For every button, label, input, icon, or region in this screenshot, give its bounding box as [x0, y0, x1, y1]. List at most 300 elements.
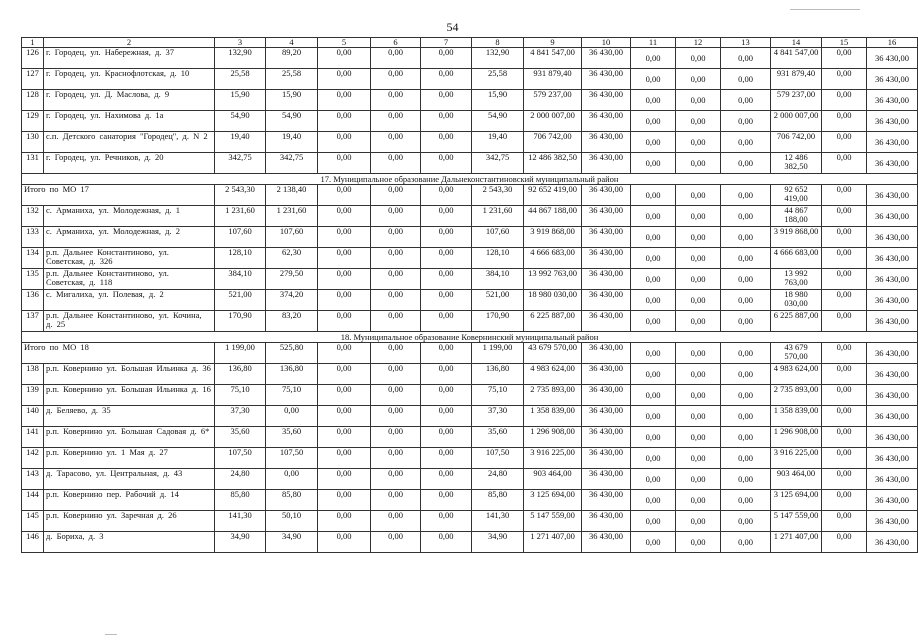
- value-cell: 0,00: [371, 532, 421, 553]
- subtotal-label: Итого по МО 17: [22, 185, 215, 206]
- value-cell: 0,00: [721, 532, 771, 553]
- value-cell: 54,90: [215, 111, 266, 132]
- section-header-row: [22, 174, 918, 185]
- value-cell: 1 199,00: [472, 343, 524, 364]
- value-cell: 0,00: [822, 227, 867, 248]
- value-cell: 128,10: [215, 248, 266, 269]
- value-cell: 36 430,00: [582, 69, 631, 90]
- value-cell: 36 430,00: [867, 132, 918, 153]
- column-number-cell: 14: [771, 38, 822, 48]
- table-row: [22, 448, 918, 469]
- row-number: 136: [22, 290, 44, 311]
- value-cell: 0,00: [318, 90, 371, 111]
- value-cell: 0,00: [631, 185, 676, 206]
- value-cell: 0,00: [721, 290, 771, 311]
- value-cell: 342,75: [472, 153, 524, 174]
- value-cell: 0,00: [318, 185, 371, 206]
- table-row: [22, 490, 918, 511]
- value-cell: 0,00: [822, 364, 867, 385]
- address-cell: р.п. Ковернино ул. Большая Ильинка д. 36: [44, 364, 215, 385]
- value-cell: 0,00: [676, 490, 721, 511]
- value-cell: 36 430,00: [867, 206, 918, 227]
- value-cell: 128,10: [472, 248, 524, 269]
- subtotal-label: Итого по МО 18: [22, 343, 215, 364]
- value-cell: 0,00: [822, 311, 867, 332]
- table-row: [22, 364, 918, 385]
- column-number-cell: 2: [44, 38, 215, 48]
- value-cell: 1 358 839,00: [771, 406, 822, 427]
- value-cell: 525,80: [266, 343, 318, 364]
- value-cell: 0,00: [371, 206, 421, 227]
- value-cell: 0,00: [721, 248, 771, 269]
- value-cell: 0,00: [822, 490, 867, 511]
- value-cell: 0,00: [822, 532, 867, 553]
- value-cell: 35,60: [215, 427, 266, 448]
- value-cell: 3 916 225,00: [771, 448, 822, 469]
- value-cell: 24,80: [472, 469, 524, 490]
- value-cell: 0,00: [421, 427, 472, 448]
- value-cell: 579 237,00: [771, 90, 822, 111]
- value-cell: 54,90: [266, 111, 318, 132]
- value-cell: 0,00: [721, 427, 771, 448]
- value-cell: 36 430,00: [867, 269, 918, 290]
- value-cell: 0,00: [421, 132, 472, 153]
- row-number: 144: [22, 490, 44, 511]
- value-cell: 0,00: [822, 406, 867, 427]
- value-cell: 1 271 407,00: [771, 532, 822, 553]
- value-cell: 36 430,00: [867, 385, 918, 406]
- page-number: 54: [446, 20, 459, 34]
- value-cell: 0,00: [676, 290, 721, 311]
- table-row: [22, 69, 918, 90]
- column-number-cell: 5: [318, 38, 371, 48]
- value-cell: 0,00: [371, 385, 421, 406]
- value-cell: 0,00: [676, 532, 721, 553]
- value-cell: 0,00: [421, 532, 472, 553]
- value-cell: 0,00: [371, 311, 421, 332]
- value-cell: 0,00: [631, 48, 676, 69]
- value-cell: 0,00: [318, 532, 371, 553]
- value-cell: 0,00: [676, 111, 721, 132]
- value-cell: 6 225 887,00: [771, 311, 822, 332]
- value-cell: 2 000 007,00: [524, 111, 582, 132]
- value-cell: 0,00: [318, 427, 371, 448]
- value-cell: 0,00: [421, 364, 472, 385]
- value-cell: 36 430,00: [867, 153, 918, 174]
- address-cell: р.п. Ковернино пер. Рабочий д. 14: [44, 490, 215, 511]
- value-cell: 36 430,00: [582, 248, 631, 269]
- value-cell: 0,00: [318, 227, 371, 248]
- value-cell: 0,00: [822, 48, 867, 69]
- value-cell: 0,00: [822, 385, 867, 406]
- value-cell: 0,00: [318, 364, 371, 385]
- value-cell: 0,00: [676, 90, 721, 111]
- value-cell: 0,00: [371, 132, 421, 153]
- value-cell: 34,90: [215, 532, 266, 553]
- value-cell: 0,00: [318, 269, 371, 290]
- value-cell: 36 430,00: [867, 511, 918, 532]
- value-cell: 24,80: [215, 469, 266, 490]
- value-cell: 4 983 624,00: [771, 364, 822, 385]
- value-cell: 35,60: [266, 427, 318, 448]
- value-cell: 0,00: [822, 511, 867, 532]
- value-cell: 0,00: [721, 48, 771, 69]
- value-cell: 0,00: [371, 248, 421, 269]
- value-cell: 0,00: [318, 343, 371, 364]
- value-cell: 0,00: [676, 69, 721, 90]
- table-row: [22, 206, 918, 227]
- value-cell: 34,90: [266, 532, 318, 553]
- table-row: [22, 532, 918, 553]
- value-cell: 0,00: [676, 448, 721, 469]
- value-cell: 0,00: [371, 511, 421, 532]
- value-cell: 0,00: [631, 111, 676, 132]
- value-cell: 12 486 382,50: [524, 153, 582, 174]
- value-cell: 141,30: [472, 511, 524, 532]
- value-cell: 2 543,30: [472, 185, 524, 206]
- value-cell: 0,00: [721, 269, 771, 290]
- value-cell: 6 225 887,00: [524, 311, 582, 332]
- value-cell: 44 867 188,00: [771, 206, 822, 227]
- value-cell: 36 430,00: [582, 448, 631, 469]
- value-cell: 0,00: [676, 406, 721, 427]
- value-cell: 3 919 868,00: [524, 227, 582, 248]
- value-cell: 2 735 893,00: [524, 385, 582, 406]
- value-cell: 1 296 908,00: [771, 427, 822, 448]
- value-cell: 36 430,00: [582, 48, 631, 69]
- address-cell: р.п. Ковернино ул. 1 Мая д. 27: [44, 448, 215, 469]
- section-header-row: [22, 332, 918, 343]
- row-number: 135: [22, 269, 44, 290]
- value-cell: 0,00: [822, 206, 867, 227]
- subtotal-row: [22, 185, 918, 206]
- value-cell: 384,10: [472, 269, 524, 290]
- value-cell: 1 296 908,00: [524, 427, 582, 448]
- value-cell: 36 430,00: [582, 269, 631, 290]
- row-number: 142: [22, 448, 44, 469]
- value-cell: 0,00: [318, 132, 371, 153]
- value-cell: 19,40: [215, 132, 266, 153]
- table-row: [22, 227, 918, 248]
- value-cell: 36 430,00: [867, 111, 918, 132]
- value-cell: 0,00: [721, 111, 771, 132]
- value-cell: 36 430,00: [867, 406, 918, 427]
- value-cell: 0,00: [421, 90, 472, 111]
- value-cell: 0,00: [676, 343, 721, 364]
- value-cell: 36 430,00: [867, 290, 918, 311]
- value-cell: 141,30: [215, 511, 266, 532]
- value-cell: 36 430,00: [867, 48, 918, 69]
- row-number: 137: [22, 311, 44, 332]
- value-cell: 25,58: [472, 69, 524, 90]
- row-number: 130: [22, 132, 44, 153]
- table-row: [22, 311, 918, 332]
- row-number: 140: [22, 406, 44, 427]
- section-title: 18. Муниципальное образование Ковернинский муниципальный район: [22, 332, 918, 343]
- address-cell: с.п. Детского санатория "Городец", д. N 2: [44, 132, 215, 153]
- value-cell: 36 430,00: [867, 311, 918, 332]
- value-cell: 0,00: [676, 248, 721, 269]
- table-row: [22, 90, 918, 111]
- value-cell: 36 430,00: [867, 248, 918, 269]
- value-cell: 0,00: [676, 227, 721, 248]
- value-cell: 0,00: [371, 69, 421, 90]
- row-number: 143: [22, 469, 44, 490]
- value-cell: 132,90: [215, 48, 266, 69]
- column-number-cell: 10: [582, 38, 631, 48]
- value-cell: 36 430,00: [582, 406, 631, 427]
- value-cell: 0,00: [421, 206, 472, 227]
- value-cell: 37,30: [472, 406, 524, 427]
- row-number: 129: [22, 111, 44, 132]
- value-cell: 0,00: [421, 48, 472, 69]
- value-cell: 0,00: [421, 227, 472, 248]
- table-body: [22, 38, 918, 553]
- value-cell: 136,80: [215, 364, 266, 385]
- column-number-cell: 9: [524, 38, 582, 48]
- value-cell: 36 430,00: [582, 427, 631, 448]
- value-cell: 36 430,00: [867, 427, 918, 448]
- address-cell: г. Городец, ул. Д. Маслова, д. 9: [44, 90, 215, 111]
- row-number: 128: [22, 90, 44, 111]
- column-number-cell: 4: [266, 38, 318, 48]
- value-cell: 903 464,00: [771, 469, 822, 490]
- value-cell: 0,00: [421, 385, 472, 406]
- value-cell: 136,80: [266, 364, 318, 385]
- value-cell: 0,00: [318, 111, 371, 132]
- value-cell: 0,00: [318, 469, 371, 490]
- address-cell: р.п. Ковернино ул. Большая Ильинка д. 16: [44, 385, 215, 406]
- value-cell: 0,00: [318, 69, 371, 90]
- address-cell: д. Тарасово, ул. Центральная, д. 43: [44, 469, 215, 490]
- value-cell: 0,00: [318, 511, 371, 532]
- value-cell: 4 841 547,00: [771, 48, 822, 69]
- scan-artifact-top-right: [790, 9, 860, 10]
- table-row: [22, 269, 918, 290]
- value-cell: 0,00: [676, 269, 721, 290]
- table-row: [22, 111, 918, 132]
- value-cell: 107,50: [472, 448, 524, 469]
- value-cell: 521,00: [472, 290, 524, 311]
- value-cell: 0,00: [421, 469, 472, 490]
- row-number: 146: [22, 532, 44, 553]
- value-cell: 15,90: [215, 90, 266, 111]
- value-cell: 36 430,00: [867, 90, 918, 111]
- value-cell: 0,00: [318, 48, 371, 69]
- value-cell: 36 430,00: [582, 111, 631, 132]
- value-cell: 0,00: [631, 532, 676, 553]
- value-cell: 0,00: [631, 206, 676, 227]
- row-number: 134: [22, 248, 44, 269]
- value-cell: 36 430,00: [582, 185, 631, 206]
- value-cell: 0,00: [631, 427, 676, 448]
- value-cell: 0,00: [631, 385, 676, 406]
- value-cell: 36 430,00: [582, 532, 631, 553]
- value-cell: 0,00: [631, 490, 676, 511]
- value-cell: 1 271 407,00: [524, 532, 582, 553]
- value-cell: 50,10: [266, 511, 318, 532]
- value-cell: 83,20: [266, 311, 318, 332]
- value-cell: 1 358 839,00: [524, 406, 582, 427]
- address-cell: с. Мигалиха, ул. Полевая, д. 2: [44, 290, 215, 311]
- value-cell: 15,90: [472, 90, 524, 111]
- value-cell: 3 125 694,00: [771, 490, 822, 511]
- value-cell: 36 430,00: [582, 153, 631, 174]
- value-cell: 0,00: [822, 69, 867, 90]
- value-cell: 92 652 419,00: [771, 185, 822, 206]
- value-cell: 36 430,00: [867, 532, 918, 553]
- value-cell: 0,00: [421, 343, 472, 364]
- value-cell: 36 430,00: [867, 490, 918, 511]
- value-cell: 0,00: [421, 290, 472, 311]
- value-cell: 0,00: [822, 132, 867, 153]
- value-cell: 0,00: [421, 269, 472, 290]
- row-number: 145: [22, 511, 44, 532]
- value-cell: 0,00: [631, 227, 676, 248]
- value-cell: 35,60: [472, 427, 524, 448]
- value-cell: 0,00: [631, 69, 676, 90]
- value-cell: 0,00: [631, 448, 676, 469]
- value-cell: 0,00: [318, 311, 371, 332]
- value-cell: 0,00: [318, 248, 371, 269]
- value-cell: 4 666 683,00: [771, 248, 822, 269]
- value-cell: 0,00: [631, 311, 676, 332]
- value-cell: 0,00: [371, 185, 421, 206]
- value-cell: 2 543,30: [215, 185, 266, 206]
- value-cell: 0,00: [721, 69, 771, 90]
- value-cell: 0,00: [371, 111, 421, 132]
- value-cell: 0,00: [676, 511, 721, 532]
- value-cell: 107,60: [215, 227, 266, 248]
- address-cell: д. Бориха, д. 3: [44, 532, 215, 553]
- value-cell: 0,00: [822, 269, 867, 290]
- value-cell: 3 125 694,00: [524, 490, 582, 511]
- value-cell: 0,00: [318, 448, 371, 469]
- value-cell: 0,00: [266, 406, 318, 427]
- value-cell: 0,00: [631, 132, 676, 153]
- table-row: [22, 48, 918, 69]
- value-cell: 0,00: [371, 427, 421, 448]
- value-cell: 36 430,00: [582, 364, 631, 385]
- table-row: [22, 511, 918, 532]
- value-cell: 36 430,00: [582, 490, 631, 511]
- value-cell: 36 430,00: [867, 185, 918, 206]
- value-cell: 0,00: [631, 269, 676, 290]
- table-row: [22, 248, 918, 269]
- value-cell: 0,00: [318, 385, 371, 406]
- value-cell: 25,58: [266, 69, 318, 90]
- value-cell: 0,00: [318, 490, 371, 511]
- value-cell: 0,00: [371, 227, 421, 248]
- value-cell: 0,00: [631, 153, 676, 174]
- table-row: [22, 385, 918, 406]
- value-cell: 36 430,00: [582, 343, 631, 364]
- value-cell: 19,40: [472, 132, 524, 153]
- value-cell: 0,00: [721, 343, 771, 364]
- row-number: 131: [22, 153, 44, 174]
- value-cell: 0,00: [631, 364, 676, 385]
- value-cell: 18 980 030,00: [524, 290, 582, 311]
- column-number-cell: 8: [472, 38, 524, 48]
- value-cell: 0,00: [822, 185, 867, 206]
- value-cell: 0,00: [631, 406, 676, 427]
- value-cell: 0,00: [631, 90, 676, 111]
- table-row: [22, 427, 918, 448]
- column-number-cell: 3: [215, 38, 266, 48]
- value-cell: 0,00: [676, 132, 721, 153]
- value-cell: 0,00: [721, 90, 771, 111]
- subtotal-row: [22, 343, 918, 364]
- value-cell: 0,00: [371, 290, 421, 311]
- value-cell: 0,00: [721, 227, 771, 248]
- value-cell: 36 430,00: [582, 385, 631, 406]
- value-cell: 36 430,00: [582, 132, 631, 153]
- value-cell: 36 430,00: [867, 448, 918, 469]
- value-cell: 0,00: [421, 490, 472, 511]
- value-cell: 3 916 225,00: [524, 448, 582, 469]
- value-cell: 136,80: [472, 364, 524, 385]
- value-cell: 0,00: [822, 427, 867, 448]
- value-cell: 706 742,00: [771, 132, 822, 153]
- value-cell: 36 430,00: [582, 290, 631, 311]
- table-row: [22, 290, 918, 311]
- value-cell: 0,00: [318, 290, 371, 311]
- table-row: [22, 469, 918, 490]
- value-cell: 18 980 030,00: [771, 290, 822, 311]
- value-cell: 0,00: [421, 153, 472, 174]
- value-cell: 0,00: [721, 469, 771, 490]
- value-cell: 0,00: [371, 364, 421, 385]
- housing-fund-table: [21, 37, 918, 553]
- section-title: 17. Муниципальное образование Дальнеконстантиновский муниципальный район: [22, 174, 918, 185]
- value-cell: 0,00: [721, 153, 771, 174]
- value-cell: 0,00: [721, 448, 771, 469]
- value-cell: 107,50: [266, 448, 318, 469]
- value-cell: 0,00: [421, 111, 472, 132]
- value-cell: 2 000 007,00: [771, 111, 822, 132]
- value-cell: 13 992 763,00: [771, 269, 822, 290]
- value-cell: 0,00: [371, 406, 421, 427]
- value-cell: 0,00: [721, 511, 771, 532]
- value-cell: 931 879,40: [524, 69, 582, 90]
- value-cell: 0,00: [822, 469, 867, 490]
- column-number-cell: 11: [631, 38, 676, 48]
- scan-artifact-bottom-left: [105, 634, 117, 635]
- row-number: 132: [22, 206, 44, 227]
- value-cell: 0,00: [631, 290, 676, 311]
- value-cell: 0,00: [721, 364, 771, 385]
- value-cell: 0,00: [676, 385, 721, 406]
- value-cell: 4 983 624,00: [524, 364, 582, 385]
- column-number-cell: 7: [421, 38, 472, 48]
- value-cell: 36 430,00: [867, 227, 918, 248]
- row-number: 139: [22, 385, 44, 406]
- value-cell: 0,00: [631, 511, 676, 532]
- value-cell: 1 231,60: [266, 206, 318, 227]
- value-cell: 75,10: [215, 385, 266, 406]
- value-cell: 0,00: [318, 406, 371, 427]
- address-cell: г. Городец, ул. Речников, д. 20: [44, 153, 215, 174]
- value-cell: 0,00: [822, 153, 867, 174]
- value-cell: 15,90: [266, 90, 318, 111]
- value-cell: 19,40: [266, 132, 318, 153]
- value-cell: 0,00: [421, 185, 472, 206]
- value-cell: 85,80: [472, 490, 524, 511]
- value-cell: 0,00: [371, 469, 421, 490]
- value-cell: 903 464,00: [524, 469, 582, 490]
- value-cell: 0,00: [631, 248, 676, 269]
- value-cell: 342,75: [215, 153, 266, 174]
